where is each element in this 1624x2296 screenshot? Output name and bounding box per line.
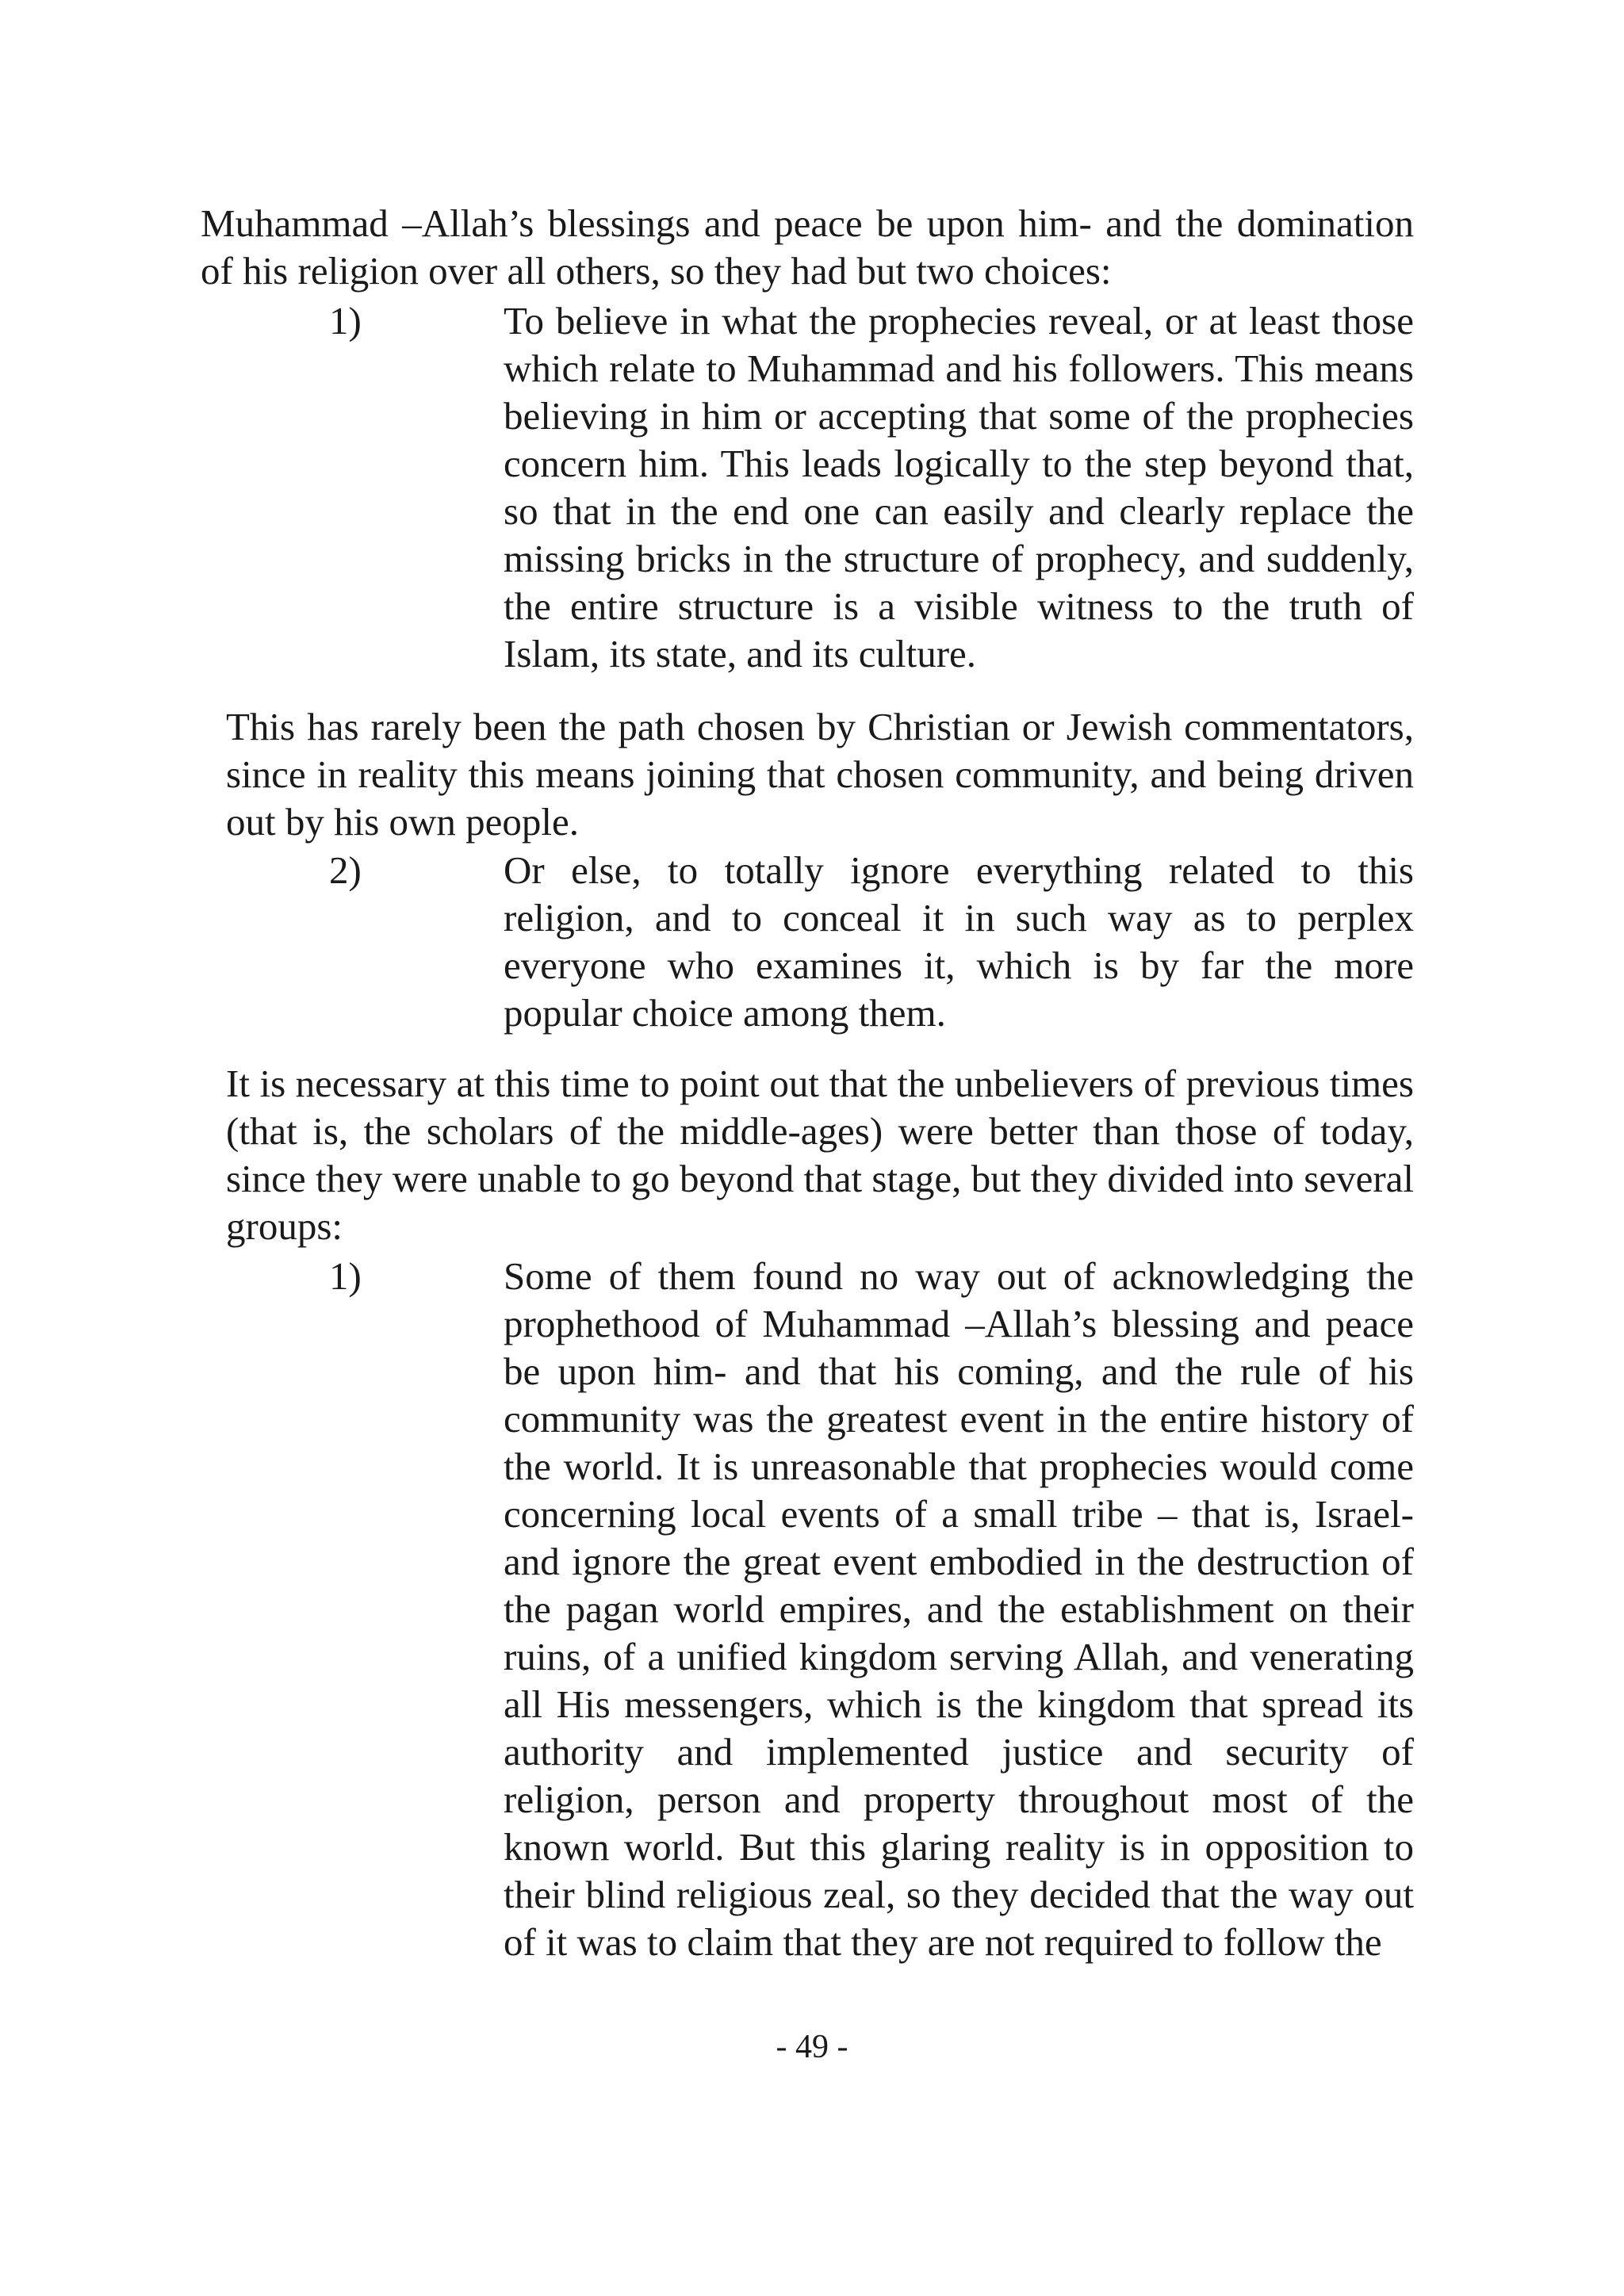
- intro-paragraph: Muhammad –Allah’s blessings and peace be upon him- and the domination of his religion over all others, so they had but two choices:: [201, 201, 1414, 293]
- choice-number: 1): [329, 299, 362, 342]
- choice-text: Or else, to totally ignore everything related to this religion, and to conceal it in such way as to perplex everyone who examines it, which is by far the more popular choice among them.: [504, 848, 1414, 1035]
- page-number: - 49 -: [776, 2029, 848, 2065]
- group-number: 1): [329, 1254, 362, 1298]
- groups-intro-paragraph: It is necessary at this time to point out that the unbelievers of previous times (that is, the scholars of the middle-ages) were better than those of today, since they were unable to go beyond that stage, but they divided into several groups:: [226, 1062, 1414, 1248]
- group-text: Some of them found no way out of acknowledging the prophethood of Muhammad –Allah’s blessing and peace be upon him- and that his coming, and the rule of his community was the greatest event in the entire history of the world. It is unreasonable that prophecies would come concerning local events of a small tribe – that is, Israel- and ignore the great event embodied in the destruction of the pagan world empires, and the establishment on their ruins, of a unified kingdom serving Allah, and venerating all His messengers, which is the kingdom that spread its authority and implemented justice and security of religion, person and property throughout most of the known world. But this glaring reality is in opposition to their blind religious zeal, so they decided that the way out of it was to claim that they are not required to follow the: [504, 1254, 1414, 1964]
- choice-number: 2): [329, 848, 362, 892]
- path-comment-paragraph: This has rarely been the path chosen by Christian or Jewish commentators, since in reality this means joining that chosen community, and being driven out by his own people.: [226, 705, 1414, 844]
- choice-text: To believe in what the prophecies reveal, or at least those which relate to Muhammad and his followers. This means believing in him or accepting that some of the prophecies concern him. This leads logically to the step beyond that, so that in the end one can easily and clearly replace the missing bricks in the structure of prophecy, and suddenly, the entire structure is a visible witness to the truth of Islam, its state, and its culture.: [504, 299, 1414, 675]
